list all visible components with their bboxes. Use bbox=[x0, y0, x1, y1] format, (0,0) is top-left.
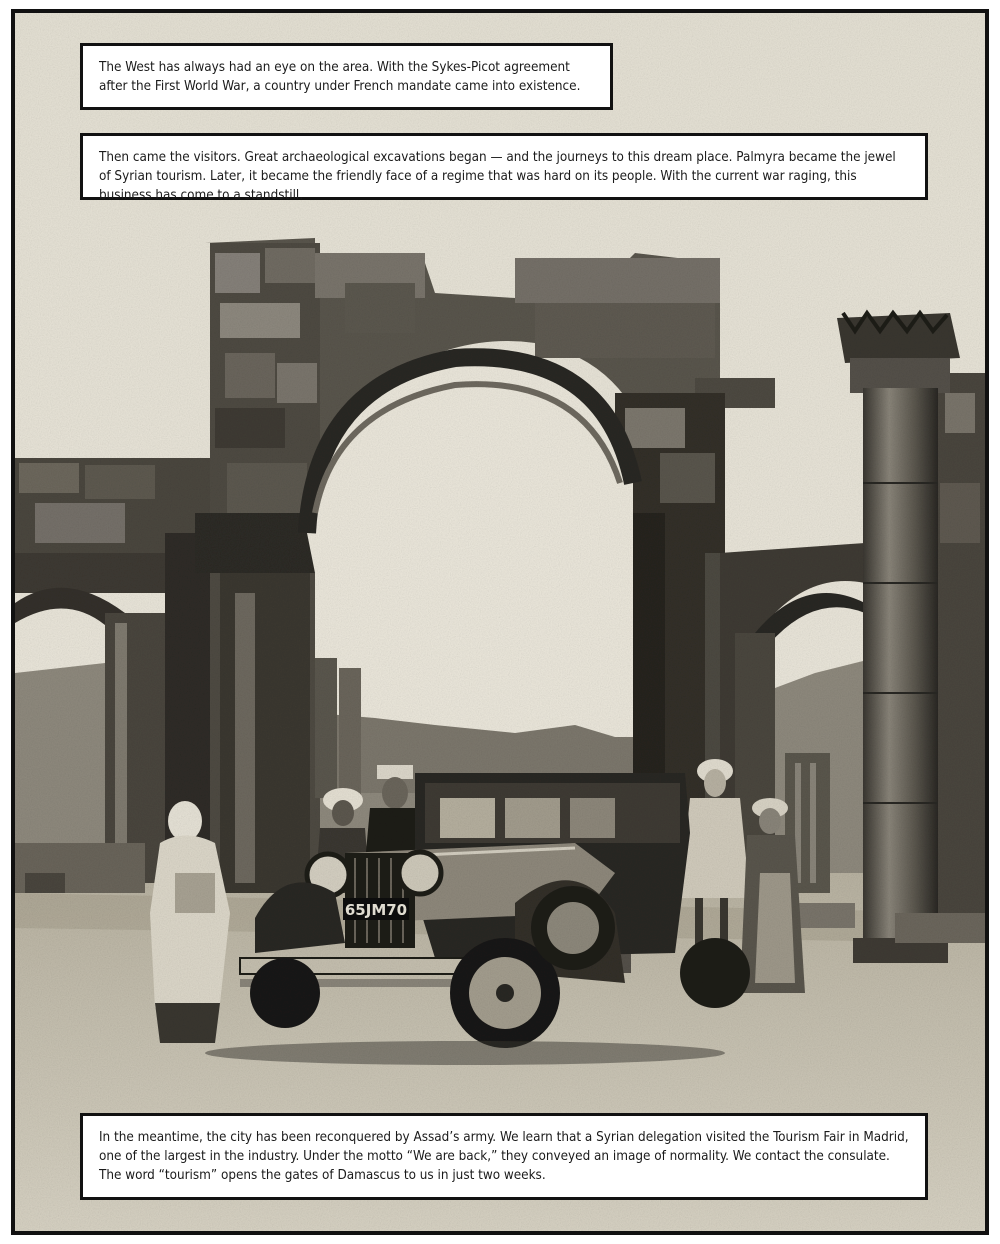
license-plate-text: 65JM70 bbox=[344, 901, 408, 919]
caption-text: In the meantime, the city has been reconquered by Assad’s army. We learn that a Syrian delegation visited the Tourism Fair in Madrid, one of the largest in the industry. Under the motto “We are back,” they conveyed an image of normality. We contact the consulate. The word “tourism” opens the gates of Damascus to us in just two weeks. bbox=[99, 1130, 909, 1183]
caption-text: The West has always had an eye on the area. With the Sykes-Picot agreement after the First World War, a country under French mandate came into existence. bbox=[99, 60, 581, 94]
caption-box-reconquered bbox=[80, 1113, 928, 1200]
caption-text: Then came the visitors. Great archaeological excavations began — and the journeys to this dream place. Palmyra became the jewel of Syrian tourism. Later, it became the friendly face of a regime that was hard on its people. With the current war raging, this business has come to a standstill. bbox=[99, 150, 896, 203]
caption-box-visitors bbox=[80, 133, 928, 203]
comic-panel bbox=[11, 9, 989, 1235]
caption-box-sykes-picot bbox=[80, 43, 613, 110]
